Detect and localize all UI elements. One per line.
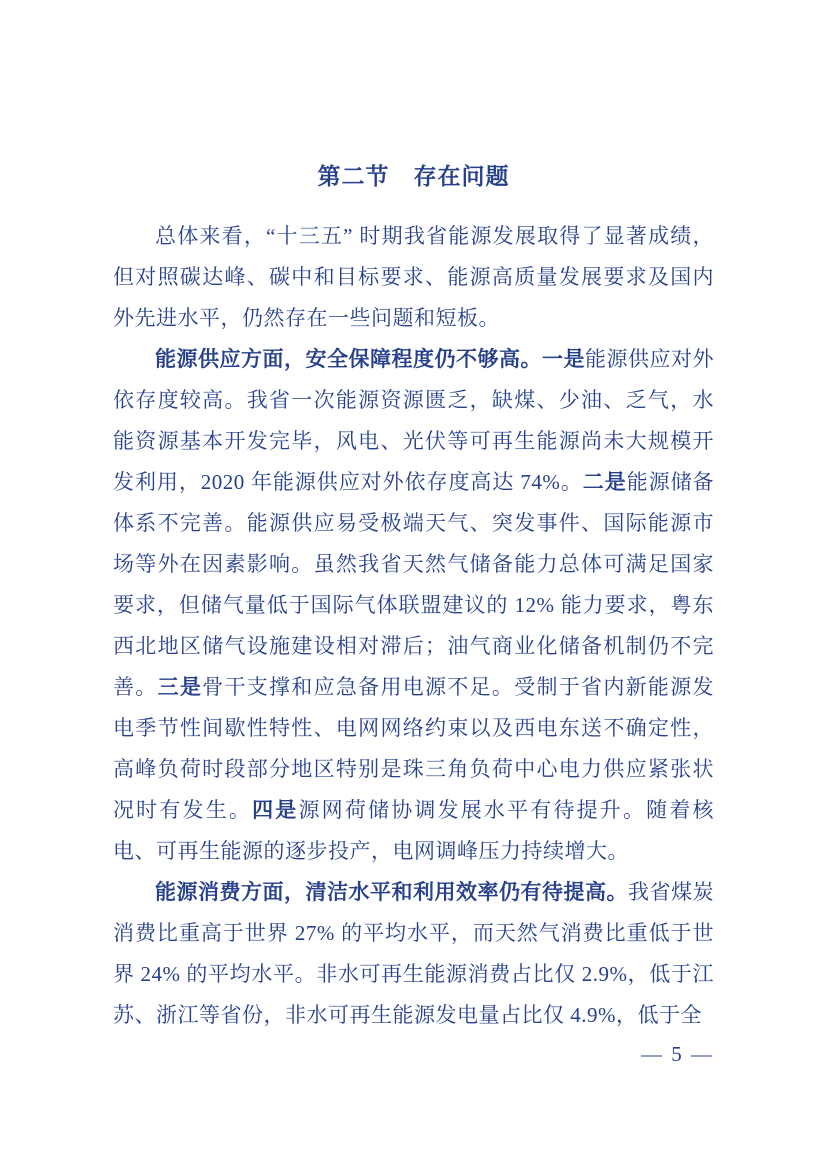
paragraph-overview bbox=[113, 216, 714, 339]
text-segment: 骨干支撑和应急备用电源不足。受制于省内新能源发电季节性间歇性特性、电网网络约束以及西电东送不确定性，高峰负荷时段部分地区特别是珠三角负荷中心电力供应紧张状况时有发生。 bbox=[113, 675, 715, 822]
text-block bbox=[113, 160, 714, 1036]
page-number: — 5 — bbox=[641, 1042, 714, 1066]
text-segment: 能源供应对外依存度较高。我省一次能源资源匮乏，缺煤、少油、乏气，水能资源基本开发完毕，风电、光伏等可再生能源尚未大规模开发利用，2020 年能源供应对外依存度高达 74%。 bbox=[113, 347, 714, 494]
section-heading: 第二节 存在问题 bbox=[317, 163, 510, 189]
text-segment-bold: 能源供应方面，安全保障程度仍不够高。一是 bbox=[155, 348, 585, 371]
text-segment: 我省煤炭消费比重高于世界 27% 的平均水平，而天然气消费比重低于世界 24% 的平均水平。非水可再生能源消费占比仅 2.9%，低于江苏、浙江等省份，非水可再生能源发电量占比仅 4.9%，低于全 bbox=[113, 880, 714, 1027]
paragraph-energy-consumption bbox=[113, 872, 714, 1036]
text-segment-bold: 能源消费方面，清洁水平和利用效率仍有待提高。 bbox=[155, 881, 628, 904]
text-segment-bold: 二是 bbox=[582, 471, 627, 494]
text-segment: 总体来看，“十三五” 时期我省能源发展取得了显著成绩，但对照碳达峰、碳中和目标要求、能源高质量发展要求及国内外先进水平，仍然存在一些问题和短板。 bbox=[113, 224, 714, 330]
paragraph-energy-supply bbox=[113, 339, 714, 872]
text-segment-bold: 四是 bbox=[252, 799, 299, 822]
text-segment-bold: 三是 bbox=[157, 676, 203, 699]
text-segment: 能源储备体系不完善。能源供应易受极端天气、突发事件、国际能源市场等外在因素影响。虽然我省天然气储备能力总体可满足国家要求，但储气量低于国际气体联盟建议的 12% 能力要求，粤东西北地区储气设施建设相对滞后；油气商业化储备机制仍不完善。 bbox=[113, 470, 715, 699]
text-segment: 源网荷储协调发展水平有待提升。随着核电、可再生能源的逐步投产，电网调峰压力持续增大。 bbox=[113, 798, 715, 863]
